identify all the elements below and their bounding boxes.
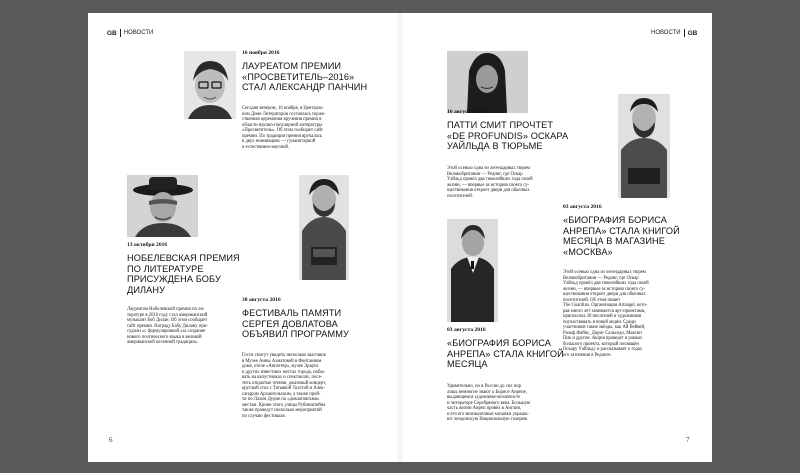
article-date: 16 ноября 2016 <box>242 50 280 56</box>
left-page-header <box>107 29 153 37</box>
portrait-photo-dylan <box>127 175 198 237</box>
article-headline: «БИОГРАФИЯ БОРИСА АНРЕПА» СТАЛА КНИГОЙ МЕСЯЦА В МАГАЗИНЕ «МОСКВА» <box>563 215 680 257</box>
article-headline: «БИОГРАФИЯ БОРИСА АНРЕПА» СТАЛА КНИГОЙ МЕСЯЦА <box>447 338 564 370</box>
page-number: 7 <box>686 436 690 444</box>
portrait-photo-dovlatov <box>299 175 349 280</box>
portrait-photo-patti-smith <box>447 51 528 113</box>
article-date: 03 августа 2016 <box>447 327 486 333</box>
right-page-header <box>651 29 697 37</box>
article-body: Лауреатом Нобелевской премии по ли- тературе в 2016 году стал американский музыкант Боб Дилан. Об этом сообщает сайт премии. Награду Бобу Дилану при- судили «с формулировкой «за создание нового поэтического языка в великой американской песенной традиции». <box>127 307 208 345</box>
article-date: 30 августа 2016 <box>242 297 281 303</box>
magazine-mark: GB <box>687 29 698 37</box>
portrait-photo-anrep <box>447 219 498 322</box>
magazine-mark: GB <box>107 29 117 37</box>
portrait-photo-anrep-moskva <box>618 94 670 198</box>
article-date: 13 октября 2016 <box>127 242 168 248</box>
article-body: Этой осенью одна из легендарных тюрем Великобритании — Рединг, где Оскар Уайльд провёл два тяжелейших года своей жизни, — впервые за историю своего су- ществования откроет двери для обычных посетителей. Об этом пишет The Guardian. Организация Artangel, кото- рая много лет занимается арт-проектами, пригласила 30 писателей и художников поучаствовать в новой акции. Среди участников такие звёзды, как Ай Вейвей, Ральф Файнс, Дорис Сальседо, Максин Пик и другие. Акция проведет в рамках большого проекта, который посвящён Оскару Уайльду и рассказывает о годах его заточения в Рединге. <box>563 270 649 358</box>
article-headline: ПАТТИ СМИТ ПРОЧТЕТ «DE PROFUNDIS» ОСКАРА УАЙЛЬДА В ТЮРЬМЕ <box>447 120 569 152</box>
section-name: НОВОСТИ <box>651 30 681 36</box>
page-number: 6 <box>109 436 113 444</box>
portrait-photo-panchin <box>184 51 236 119</box>
article-headline: НОБЕЛЕВСКАЯ ПРЕМИЯ ПО ЛИТЕРАТУРЕ ПРИСУЖДЕНА БОБУ ДИЛАНУ <box>127 253 240 295</box>
article-date: 03 августа 2016 <box>563 204 602 210</box>
article-headline: ЛАУРЕАТОМ ПРЕМИИ «ПРОСВЕТИТЕЛЬ–2016» СТАЛ АЛЕКСАНДР ПАНЧИН <box>242 61 368 93</box>
article-date: 16 августа 2016 <box>447 109 486 115</box>
article-body: Гости смогут увидеть несколько выставок в Музее Анны Ахматовой в Фонтанном доме, отеле «Англетер», музее Эрарта и других известных местах города, побы- вать на капустниках и спектаклях, посе- тить открытые чтения, джазовый концерт, круглый стол с Татьяной Толстой и Алек- сандром Архангельским, а также прой- ти по Лахом Дурне по «довлатовским» местам. Кроме этого улицы Рубинштейна также проведут несколько мероприятий по случаю фестиваля. <box>242 353 327 419</box>
article-headline: ФЕСТИВАЛЬ ПАМЯТИ СЕРГЕЯ ДОВЛАТОВА ОБЪЯВИЛ ПРОГРАММУ <box>242 308 349 340</box>
header-divider <box>684 29 685 37</box>
article-body: Удивительно, но в России до сих пор лишь немногие знают о Борисе Анрепе, выдающемся художнике-мозаичисте и литераторе Серебряного века. Большую часть жизни Анреп провёл в Англии, и его его великолепные мозаики украша- ют лондонскую Национальную галерею. <box>447 384 531 422</box>
magazine-spread <box>88 13 712 462</box>
article-body: Этой осенью одна из легендарных тюрем Великобритании — Рединг, где Оскар Уайльд провёл два тяжелейших года своей жизни, — впервые за историю своего су- ществования откроет двери для обычных посетителей. <box>447 166 533 199</box>
article-body: Сегодня вечером, 16 ноября, в Централь- ном Доме Литераторов состоялась торже- ственная церемония вручения премии в области научно-популярной литературы «Просветитель». Об этом сообщает сайт премии. По традиции премия вручалась в двух номинациях — гуманитарной и естественно-научной. <box>242 106 326 150</box>
header-divider <box>120 29 121 37</box>
page-gutter <box>398 13 402 462</box>
section-name: НОВОСТИ <box>123 30 154 36</box>
